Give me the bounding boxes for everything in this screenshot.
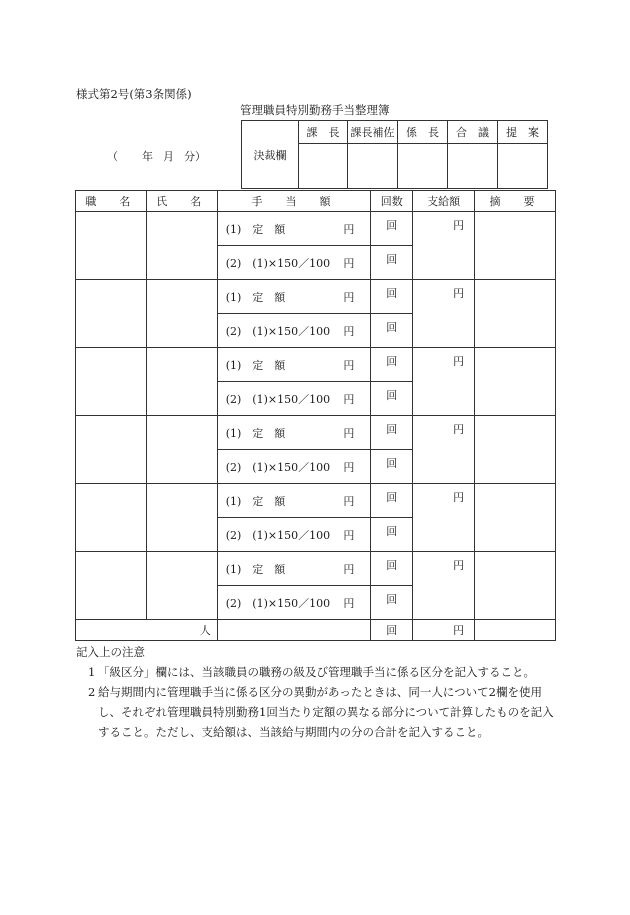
payment-cell[interactable] (413, 280, 475, 348)
count-unit: 回 (386, 491, 398, 504)
yen-unit: 円 (343, 494, 355, 508)
header-job-title: 職 名 (76, 191, 147, 212)
count-cell[interactable] (371, 348, 413, 382)
note-number: 2 (88, 685, 96, 699)
count-cell[interactable] (371, 280, 413, 314)
job-title-cell[interactable] (76, 484, 147, 552)
count-unit: 回 (386, 287, 398, 300)
job-title-cell[interactable] (76, 348, 147, 416)
note-number: 1 (88, 665, 96, 679)
count-unit: 回 (386, 559, 398, 572)
stamp-cell[interactable] (498, 144, 548, 189)
remarks-cell[interactable] (475, 212, 556, 280)
count-unit: 回 (386, 457, 398, 470)
total-count-unit: 回 (386, 624, 398, 637)
count-unit: 回 (386, 593, 398, 606)
yen-unit: 円 (343, 256, 355, 270)
note-item (76, 662, 558, 682)
increased-amount-cell[interactable] (217, 586, 371, 620)
fixed-amount-label: (1) 定 額 (225, 494, 286, 508)
fixed-amount-cell[interactable] (217, 552, 371, 586)
total-remarks[interactable] (475, 620, 556, 641)
yen-unit: 円 (343, 562, 355, 576)
increased-amount-label: (2) (1)×150／100 (225, 528, 331, 542)
period-year: 年 (142, 150, 153, 163)
approval-label: 決裁欄 (242, 121, 299, 189)
count-cell[interactable] (371, 212, 413, 246)
name-cell[interactable] (146, 348, 217, 416)
remarks-cell[interactable] (475, 280, 556, 348)
count-cell[interactable] (371, 450, 413, 484)
increased-amount-cell[interactable] (217, 518, 371, 552)
notes-section (76, 642, 558, 742)
increased-amount-cell[interactable] (217, 246, 371, 280)
yen-unit: 円 (343, 528, 355, 542)
payment-cell[interactable] (413, 484, 475, 552)
job-title-cell[interactable] (76, 212, 147, 280)
stamp-cell[interactable] (299, 144, 348, 189)
stamp-cell[interactable] (398, 144, 448, 189)
increased-amount-cell[interactable] (217, 382, 371, 416)
total-payment[interactable] (413, 620, 475, 641)
yen-unit: 円 (343, 222, 355, 236)
header-name: 氏 名 (146, 191, 217, 212)
notes-heading: 記入上の注意 (76, 645, 145, 659)
header-count: 回数 (371, 191, 413, 212)
fixed-amount-label: (1) 定 額 (225, 290, 286, 304)
note-text: 「級区分」欄には、当該職員の職務の級及び管理職手当に係る区分を記入すること。 (98, 665, 535, 679)
fixed-amount-label: (1) 定 額 (225, 426, 286, 440)
count-cell[interactable] (371, 552, 413, 586)
count-cell[interactable] (371, 246, 413, 280)
job-title-cell[interactable] (76, 416, 147, 484)
count-unit: 回 (386, 219, 398, 232)
remarks-cell[interactable] (475, 484, 556, 552)
name-cell[interactable] (146, 552, 217, 620)
count-cell[interactable] (371, 518, 413, 552)
period-open: （ (107, 150, 118, 163)
payment-unit: 円 (453, 423, 465, 436)
increased-amount-label: (2) (1)×150／100 (225, 596, 331, 610)
payment-unit: 円 (453, 287, 465, 300)
header-allowance-amount: 手 当 額 (217, 191, 371, 212)
increased-amount-label: (2) (1)×150／100 (225, 460, 331, 474)
approval-col-kachohosa: 課長補佐 (348, 121, 398, 144)
form-number: 様式第2号(第3条関係) (76, 87, 192, 101)
yen-unit: 円 (343, 596, 355, 610)
payment-cell[interactable] (413, 416, 475, 484)
fixed-amount-label: (1) 定 額 (225, 358, 286, 372)
payment-unit: 円 (453, 491, 465, 504)
header-remarks: 摘 要 (475, 191, 556, 212)
fixed-amount-label: (1) 定 額 (225, 222, 286, 236)
count-cell[interactable] (371, 484, 413, 518)
note-item (76, 682, 558, 742)
remarks-cell[interactable] (475, 552, 556, 620)
form-title: 管理職員特別勤務手当整理簿 (240, 103, 390, 117)
increased-amount-label: (2) (1)×150／100 (225, 324, 331, 338)
count-cell[interactable] (371, 416, 413, 450)
fixed-amount-cell[interactable] (217, 348, 371, 382)
count-unit: 回 (386, 525, 398, 538)
increased-amount-label: (2) (1)×150／100 (225, 256, 331, 270)
remarks-cell[interactable] (475, 348, 556, 416)
count-unit: 回 (386, 389, 398, 402)
job-title-cell[interactable] (76, 280, 147, 348)
total-people (76, 620, 218, 641)
count-unit: 回 (386, 423, 398, 436)
approval-col-kacho: 課 長 (299, 121, 348, 144)
approval-table (241, 120, 548, 189)
count-unit: 回 (386, 321, 398, 334)
payment-unit: 円 (453, 559, 465, 572)
yen-unit: 円 (343, 460, 355, 474)
total-amount[interactable] (217, 620, 371, 641)
yen-unit: 円 (343, 426, 355, 440)
stamp-cell[interactable] (448, 144, 498, 189)
approval-col-aigi: 合 議 (448, 121, 498, 144)
stamp-cell[interactable] (348, 144, 398, 189)
count-unit: 回 (386, 355, 398, 368)
total-payment-unit: 円 (453, 624, 465, 637)
payment-cell[interactable] (413, 552, 475, 620)
increased-amount-cell[interactable] (217, 450, 371, 484)
payment-cell[interactable] (413, 212, 475, 280)
payment-unit: 円 (453, 219, 465, 232)
yen-unit: 円 (343, 290, 355, 304)
payment-cell[interactable] (413, 348, 475, 416)
name-cell[interactable] (146, 416, 217, 484)
fixed-amount-cell[interactable] (217, 212, 371, 246)
name-cell[interactable] (146, 212, 217, 280)
yen-unit: 円 (343, 358, 355, 372)
count-unit: 回 (386, 253, 398, 266)
note-text: 給与期間内に管理職手当に係る区分の異動があったときは、同一人について2欄を使用し、それぞれ管理職員特別勤務1回当たり定額の異なる部分について計算したものを記入すること。ただし、支給額は、当該給与期間内の分の合計を記入すること。 (98, 685, 554, 739)
fixed-amount-cell[interactable] (217, 280, 371, 314)
job-title-cell[interactable] (76, 552, 147, 620)
fixed-amount-cell[interactable] (217, 484, 371, 518)
remarks-cell[interactable] (475, 416, 556, 484)
period-field (107, 148, 206, 164)
total-count[interactable] (371, 620, 413, 641)
period-month: 月 (163, 150, 174, 163)
header-payment: 支給額 (413, 191, 475, 212)
total-people-unit: 人 (199, 624, 211, 637)
approval-col-teian: 提 案 (498, 121, 548, 144)
increased-amount-label: (2) (1)×150／100 (225, 392, 331, 406)
count-cell[interactable] (371, 586, 413, 620)
name-cell[interactable] (146, 484, 217, 552)
fixed-amount-label: (1) 定 額 (225, 562, 286, 576)
count-cell[interactable] (371, 382, 413, 416)
yen-unit: 円 (343, 324, 355, 338)
allowance-table (75, 190, 556, 641)
yen-unit: 円 (343, 392, 355, 406)
name-cell[interactable] (146, 280, 217, 348)
approval-col-kakaricho: 係 長 (398, 121, 448, 144)
payment-unit: 円 (453, 355, 465, 368)
increased-amount-cell[interactable] (217, 314, 371, 348)
period-unit: 分） (184, 150, 206, 163)
count-cell[interactable] (371, 314, 413, 348)
fixed-amount-cell[interactable] (217, 416, 371, 450)
